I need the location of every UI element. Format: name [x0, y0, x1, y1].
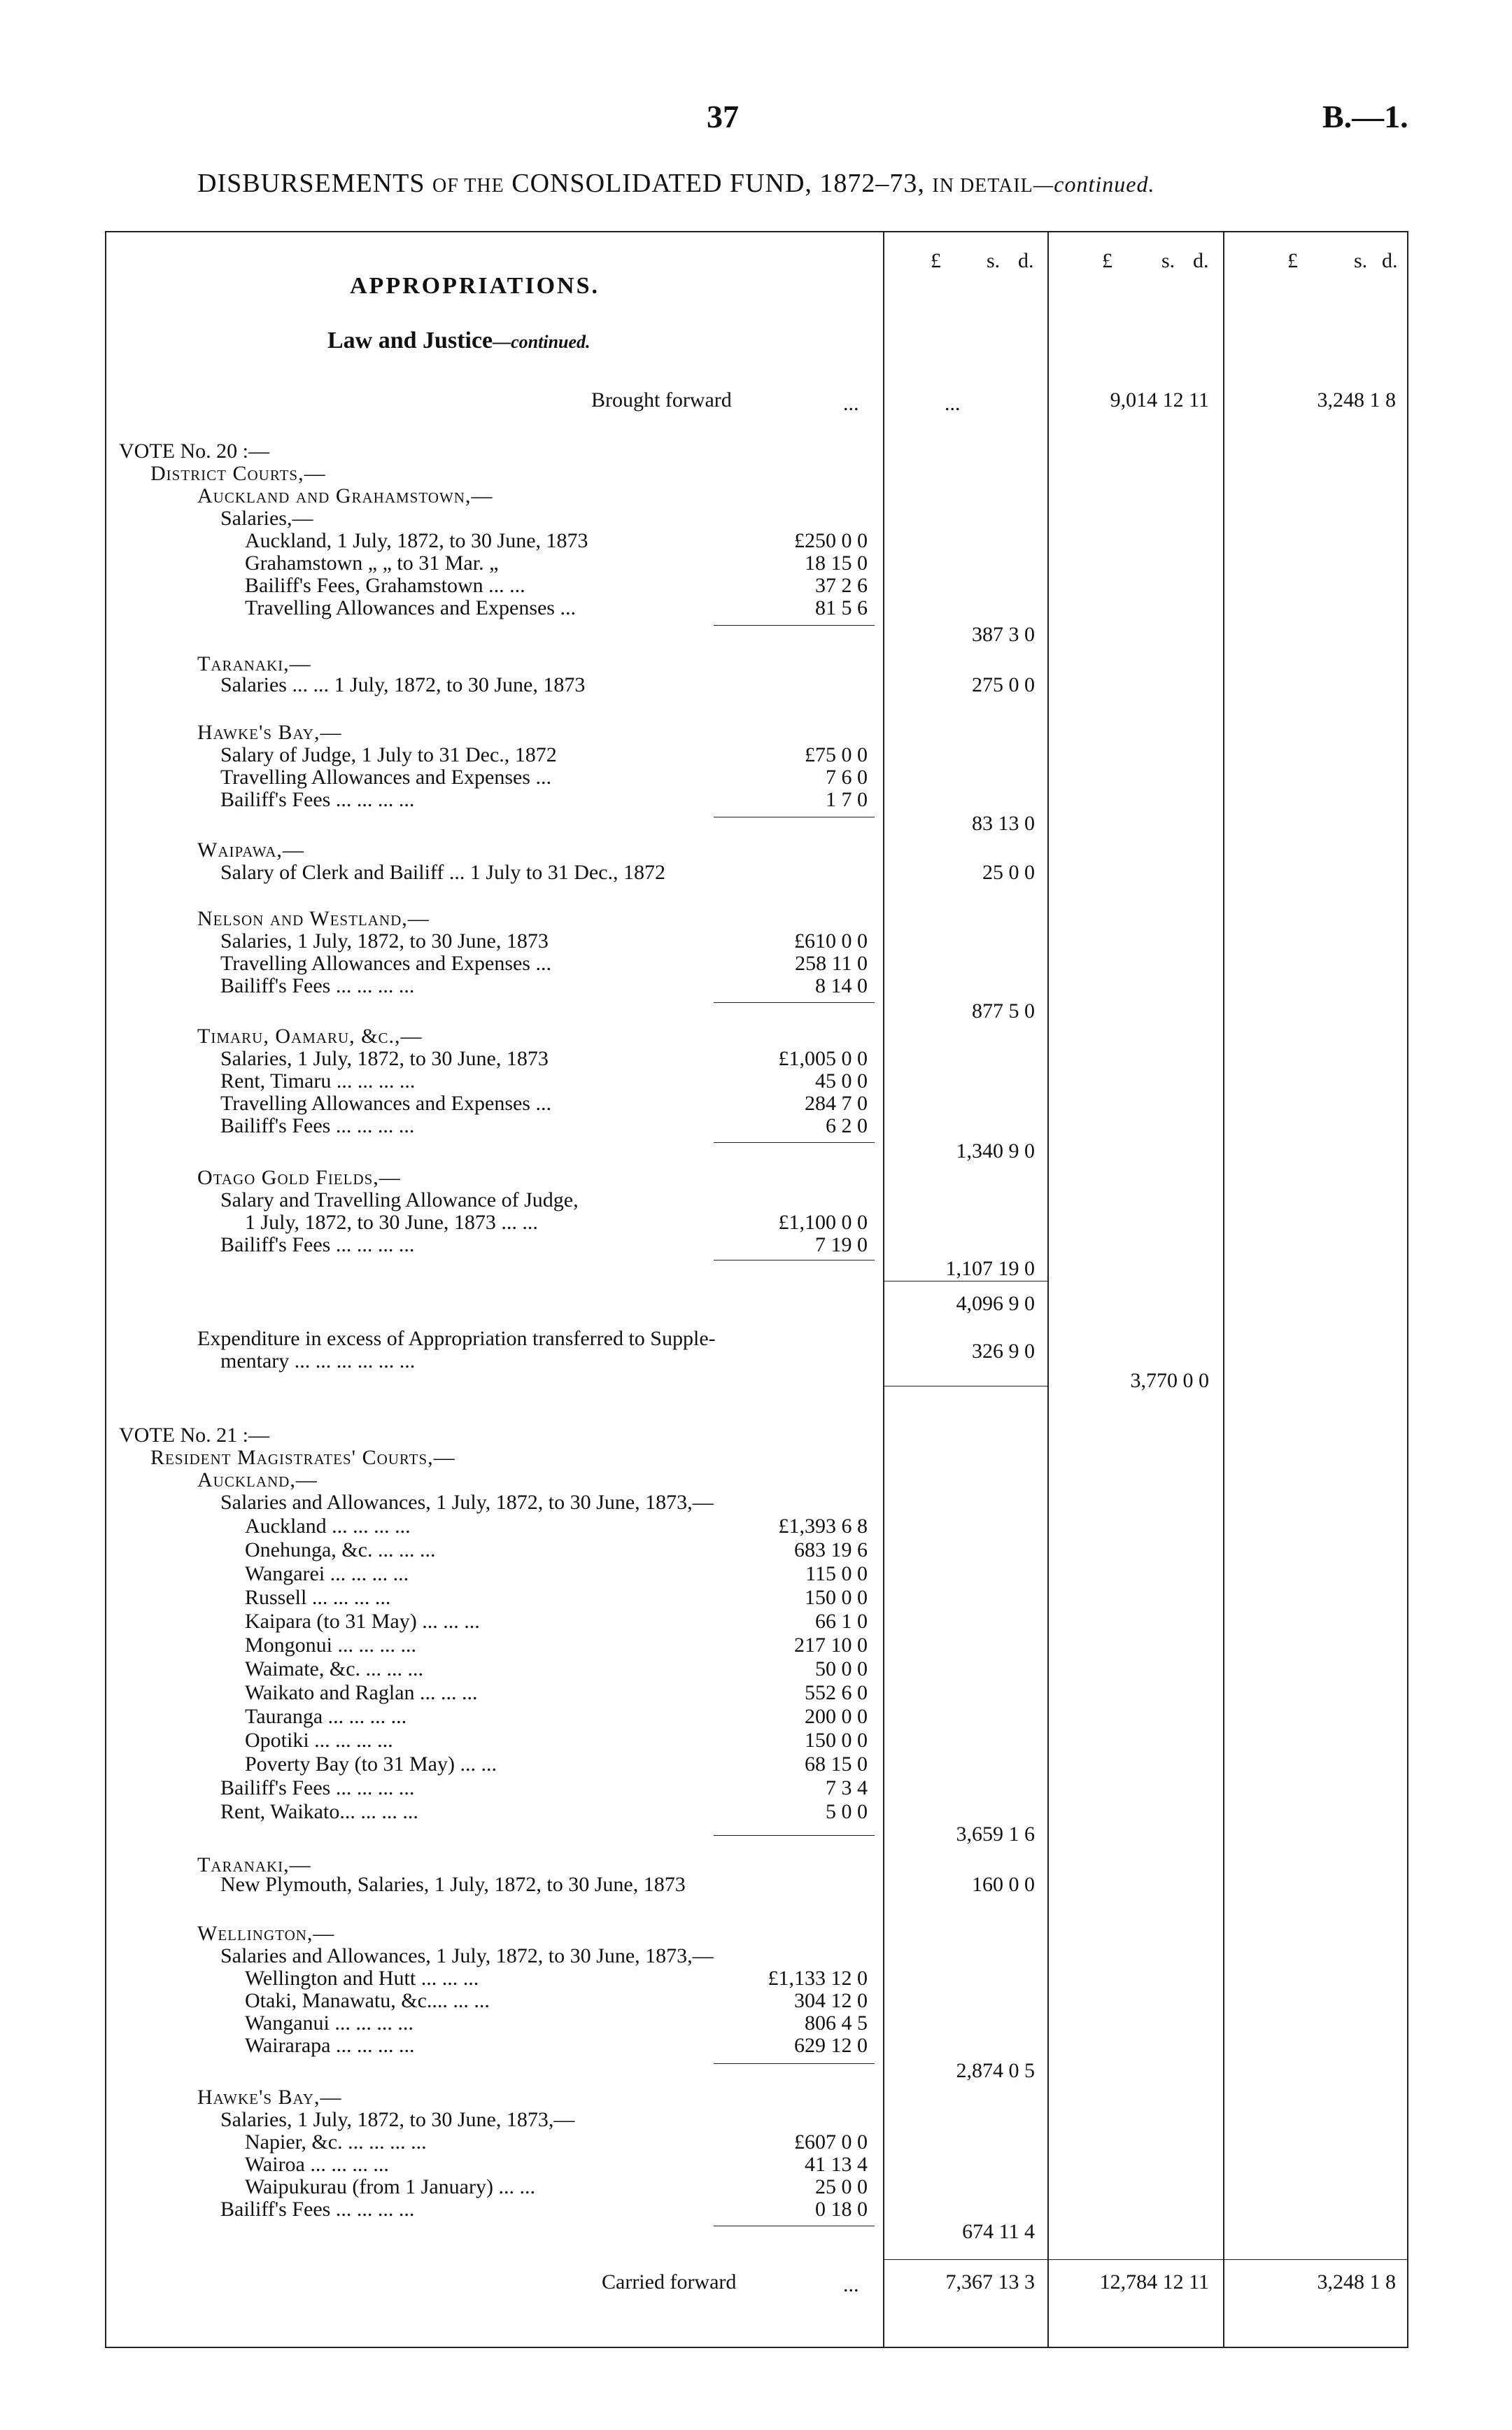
subtotal-rule	[714, 1142, 875, 1143]
line-item-amount: 68 15 0	[805, 1753, 868, 1776]
title-of-the: OF THE	[432, 175, 504, 197]
taranaki-heading: Taranaki,—	[197, 652, 311, 675]
col3-shillings: s.	[1354, 249, 1368, 272]
line-item-amount: 629 12 0	[794, 2034, 868, 2057]
line-item-label: Russell ... ... ... ...	[245, 1586, 391, 1609]
subtotal-rule	[714, 1835, 875, 1836]
nelson-westland-heading: Nelson and Westland,—	[197, 907, 430, 930]
subtotal-amount: 674 11 4	[962, 2220, 1035, 2243]
excess-label-line1: Expenditure in excess of Appropriation transferred to Supple-	[197, 1327, 716, 1350]
subtotal-amount: 25 0 0	[982, 861, 1035, 884]
line-item-amount: 304 12 0	[794, 1989, 868, 2012]
vote-20-title: VOTE No. 20 :—	[119, 440, 269, 463]
col3-pence: d.	[1382, 249, 1398, 272]
waipawa-heading: Waipawa,—	[197, 838, 304, 862]
hawkes-bay-heading: Hawke's Bay,—	[197, 2086, 342, 2109]
line-item-amount: 81 5 6	[815, 596, 868, 619]
col3-pounds: £	[1287, 249, 1298, 272]
subtotal-amount: 83 13 0	[972, 812, 1035, 835]
otago-gold-fields-heading: Otago Gold Fields,—	[197, 1166, 401, 1189]
column-divider-1	[883, 231, 884, 2348]
line-item-label: Bailiff's Fees ... ... ... ...	[220, 1114, 415, 1137]
hawkes-bay-heading: Hawke's Bay,—	[197, 721, 342, 744]
line-item-label: Wanganui ... ... ... ...	[245, 2011, 414, 2035]
line-item-amount: 683 19 6	[794, 1538, 868, 1561]
line-item-label: Waipukurau (from 1 January) ... ...	[245, 2175, 535, 2198]
excess-label-line2: mentary ... ... ... ... ... ...	[220, 1349, 416, 1372]
col2-pounds: £	[1102, 249, 1112, 272]
carried-forward-col3: 3,248 1 8	[1317, 2270, 1396, 2294]
line-item-label: Bailiff's Fees ... ... ... ...	[220, 1233, 415, 1256]
line-item-amount: 41 13 4	[805, 2153, 868, 2176]
line-item-label: Rent, Waikato... ... ... ...	[220, 1800, 418, 1823]
line-item-label: Opotiki ... ... ... ...	[245, 1729, 393, 1752]
line-item-amount: £607 0 0	[794, 2130, 868, 2154]
col2-shillings: s.	[1161, 249, 1175, 272]
carried-forward-col2: 12,784 12 11	[1099, 2270, 1209, 2294]
column-divider-3	[1223, 231, 1224, 2348]
column-divider-2	[1047, 231, 1049, 2348]
subtotal-rule	[714, 1002, 875, 1003]
line-item-amount: 200 0 0	[805, 1705, 868, 1728]
line-item-label: Bailiff's Fees, Grahamstown ... ...	[245, 574, 525, 597]
title-in-detail: IN DETAIL	[932, 175, 1033, 197]
line-item-label: Salary of Clerk and Bailiff ... 1 July to 31 Dec., 1872	[220, 861, 666, 884]
brought-forward-col2: 9,014 12 11	[1110, 388, 1209, 412]
section-continued: —continued.	[493, 332, 591, 352]
line-item-label: Travelling Allowances and Expenses ...	[220, 952, 551, 975]
subtotal-amount: 160 0 0	[972, 1873, 1035, 1896]
line-item-amount: £1,100 0 0	[778, 1211, 868, 1234]
salaries-allowances-label: Salaries and Allowances, 1 July, 1872, to 30 June, 1873,—	[220, 1944, 714, 1967]
table-left-border	[105, 231, 106, 2348]
line-item-amount: 258 11 0	[795, 952, 868, 975]
table-top-border	[105, 231, 1408, 232]
line-item-amount: 150 0 0	[805, 1586, 868, 1609]
col2-pence: d.	[1193, 249, 1209, 272]
page-title	[197, 168, 1154, 199]
line-item-amount: 284 7 0	[805, 1092, 868, 1115]
line-item-amount: £610 0 0	[794, 929, 868, 953]
subtotal-amount: 387 3 0	[972, 623, 1035, 646]
line-item-amount: 115 0 0	[805, 1562, 868, 1585]
line-item-amount: 0 18 0	[815, 2198, 868, 2221]
line-item-label: Salary and Travelling Allowance of Judge,	[220, 1188, 579, 1212]
line-item-label: 1 July, 1872, to 30 June, 1873 ... ...	[245, 1211, 538, 1234]
title-continued: —continued.	[1033, 171, 1155, 197]
page-number: 37	[707, 99, 739, 134]
line-item-amount: 45 0 0	[815, 1069, 868, 1093]
line-item-label: Kaipara (to 31 May) ... ... ...	[245, 1610, 480, 1633]
line-item-label: Wairarapa ... ... ... ...	[245, 2034, 415, 2057]
col1-pence: d.	[1018, 249, 1034, 272]
salaries-allowances-label: Salaries and Allowances, 1 July, 1872, to 30 June, 1873,—	[220, 1491, 714, 1514]
carried-forward-col1: 7,367 13 3	[945, 2270, 1035, 2294]
auckland-grahamstown-heading: Auckland and Grahamstown,—	[197, 484, 493, 507]
line-item-label: Waimate, &c. ... ... ...	[245, 1657, 424, 1680]
appropriations-heading: APPROPRIATIONS.	[350, 273, 600, 299]
line-item-amount: 1 7 0	[826, 788, 868, 811]
line-item-label: Grahamstown „ „ to 31 Mar. „	[245, 552, 499, 575]
subtotal-amount: 3,659 1 6	[956, 1822, 1035, 1846]
line-item-amount: 150 0 0	[805, 1729, 868, 1752]
line-item-label: Auckland ... ... ... ...	[245, 1515, 411, 1538]
line-item-amount: 552 6 0	[805, 1681, 868, 1704]
line-item-amount: 66 1 0	[815, 1610, 868, 1633]
line-item-amount: 806 4 5	[805, 2011, 868, 2035]
timaru-heading: Timaru, Oamaru, &c.,—	[197, 1025, 423, 1048]
brought-forward-label: Brought forward	[591, 388, 732, 412]
line-item-label: Bailiff's Fees ... ... ... ...	[220, 788, 415, 811]
line-item-label: Bailiff's Fees ... ... ... ...	[220, 2198, 415, 2221]
subtotal-amount: 877 5 0	[972, 999, 1035, 1023]
line-item-amount: 37 2 6	[815, 574, 868, 597]
line-item-label: Bailiff's Fees ... ... ... ...	[220, 1776, 415, 1799]
line-item-amount: £1,005 0 0	[778, 1047, 868, 1070]
carried-forward-label: Carried forward	[602, 2270, 737, 2294]
line-item-amount: 217 10 0	[794, 1634, 868, 1657]
line-item-amount: 7 6 0	[826, 766, 868, 789]
line-item-amount: £75 0 0	[805, 743, 868, 766]
title-fund: CONSOLIDATED FUND, 1872–73,	[511, 169, 925, 198]
carried-forward-dots: ...	[843, 2273, 859, 2296]
table-bottom-border	[105, 2347, 1408, 2348]
auckland-heading: Auckland,—	[197, 1468, 318, 1491]
line-item-label: Tauranga ... ... ... ...	[245, 1705, 407, 1728]
line-item-label: Travelling Allowances and Expenses ...	[220, 1092, 551, 1115]
taranaki-heading: Taranaki,—	[197, 1853, 311, 1876]
resident-magistrates-heading: Resident Magistrates' Courts,—	[150, 1446, 455, 1469]
line-item-label: Salaries, 1 July, 1872, to 30 June, 1873	[220, 1047, 549, 1070]
subtotal-amount: 275 0 0	[972, 673, 1035, 696]
line-item-label: Travelling Allowances and Expenses ...	[245, 596, 576, 619]
title-main: DISBURSEMENTS	[197, 169, 425, 198]
line-item-label: Onehunga, &c. ... ... ...	[245, 1538, 436, 1561]
line-item-amount: 25 0 0	[815, 2175, 868, 2198]
salaries-label: Salaries,—	[220, 507, 313, 530]
district-courts-heading: District Courts,—	[150, 462, 326, 485]
subtotal-amount: 1,340 9 0	[956, 1139, 1035, 1163]
table-right-border	[1407, 231, 1408, 2348]
excess-amount: 326 9 0	[972, 1340, 1035, 1363]
section-heading	[327, 328, 591, 354]
carried-forward-rule	[884, 2259, 1408, 2260]
col1-pounds: £	[931, 249, 941, 272]
line-item-amount: £1,133 12 0	[768, 1967, 868, 1990]
section-title: Law and Justice	[327, 328, 493, 353]
vote-21-title: VOTE No. 21 :—	[119, 1424, 269, 1447]
vote-20-total: 3,770 0 0	[1130, 1369, 1209, 1392]
line-item-label: Travelling Allowances and Expenses ...	[220, 766, 551, 789]
line-item-label: Poverty Bay (to 31 May) ... ...	[245, 1753, 497, 1776]
line-item-amount: 18 15 0	[805, 552, 868, 575]
line-item-label: Salaries ... ... 1 July, 1872, to 30 June, 1873	[220, 673, 586, 696]
brought-forward-dots: ...	[843, 392, 859, 415]
line-item-label: Salary of Judge, 1 July to 31 Dec., 1872	[220, 743, 557, 766]
line-item-label: Rent, Timaru ... ... ... ...	[220, 1069, 416, 1093]
line-item-amount: 50 0 0	[815, 1657, 868, 1680]
document-reference: B.—1.	[1322, 99, 1408, 134]
line-item-amount: £1,393 6 8	[778, 1515, 868, 1538]
line-item-amount: 6 2 0	[826, 1114, 868, 1137]
line-item-label: Salaries, 1 July, 1872, to 30 June, 1873	[220, 929, 549, 953]
brought-forward-col3: 3,248 1 8	[1317, 388, 1396, 412]
subtotal-amount: 1,107 19 0	[945, 1257, 1035, 1280]
subtotal-rule	[714, 2063, 875, 2064]
line-item-label: Auckland, 1 July, 1872, to 30 June, 1873	[245, 529, 588, 552]
subtotal-amount: 2,874 0 5	[956, 2059, 1035, 2082]
line-item-amount: 7 19 0	[815, 1233, 868, 1256]
line-item-label: Wairoa ... ... ... ...	[245, 2153, 389, 2176]
salaries-label: Salaries, 1 July, 1872, to 30 June, 1873,—	[220, 2108, 575, 2131]
vote-20-sum: 4,096 9 0	[956, 1292, 1035, 1315]
line-item-amount: 8 14 0	[815, 974, 868, 997]
line-item-amount: 5 0 0	[826, 1800, 868, 1823]
wellington-heading: Wellington,—	[197, 1922, 335, 1945]
brought-forward-col1: ...	[945, 392, 961, 415]
line-item-label: Napier, &c. ... ... ... ...	[245, 2130, 427, 2154]
line-item-label: Wellington and Hutt ... ... ...	[245, 1967, 479, 1990]
line-item-label: Bailiff's Fees ... ... ... ...	[220, 974, 415, 997]
col1-shillings: s.	[987, 249, 1001, 272]
line-item-label: Wangarei ... ... ... ...	[245, 1562, 409, 1585]
line-item-label: Otaki, Manawatu, &c.... ... ...	[245, 1989, 490, 2012]
line-item-amount: 7 3 4	[826, 1776, 868, 1799]
line-item-label: Waikato and Raglan ... ... ...	[245, 1681, 478, 1704]
line-item-label: New Plymouth, Salaries, 1 July, 1872, to 30 June, 1873	[220, 1873, 686, 1896]
subtotal-rule	[714, 625, 875, 626]
line-item-label: Mongonui ... ... ... ...	[245, 1634, 417, 1657]
line-item-amount: £250 0 0	[794, 529, 868, 552]
